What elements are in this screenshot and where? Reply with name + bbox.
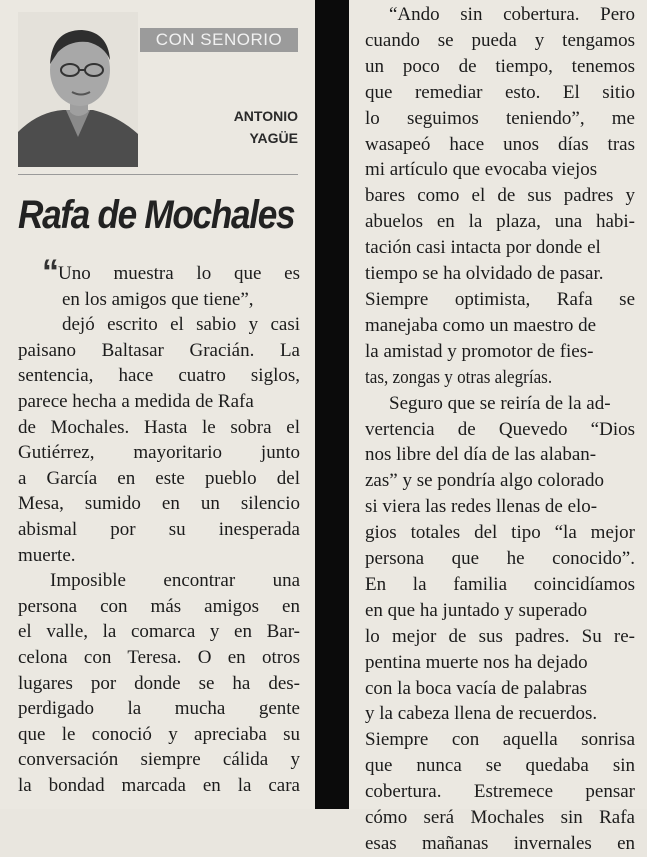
text-line: en los amigos que tiene”, [62,288,254,310]
text-line: Gutiérrez, mayoritario junto [18,442,300,464]
text-line: cobertura. Estremece pensar [365,781,635,803]
text-line: “Ando sin cobertura. Pero [389,4,635,25]
author-byline [160,105,298,149]
headline: Rafa de Mochales [18,193,295,237]
text-line: Siempre con aquella sonrisa [365,729,635,751]
text-line: En la familia coincidíamos [365,573,635,595]
text-line: el valle, la comarca y en Bar- [18,621,300,643]
text-line: perdigado la mucha gente [18,698,300,720]
text-line: que remediar esto. El sitio [365,81,635,103]
text-line: wasapeó hace unos días tras [365,133,635,155]
text-line: la bondad marcada en la cara [18,774,300,796]
text-line: un poco de tiempo, tenemos [365,55,635,77]
text-line: persona con más amigos en [18,595,300,617]
text-line: “ Uno muestra lo que es [42,253,300,291]
text-line: tiempo se ha olvidado de pasar. [365,263,604,285]
text-line: con la boca vacía de palabras [365,677,588,699]
text-line: zas” y se pondría algo colorado [365,470,604,492]
text-line: mi artículo que evocaba viejos [365,159,598,181]
text-line: nos libre del día de las alaban- [365,444,597,466]
text-line: que le conoció y apreciaba su [18,723,300,745]
article-body-left [18,253,300,798]
left-column [0,0,315,809]
text-line: persona que he conocido”. [365,548,635,570]
text-line: esas mañanas invernales en [365,833,635,854]
text-line: la amistad y promotor de fies- [365,340,594,362]
text-line: muerte. [18,544,76,566]
text-line: tación casi intacta por donde el [365,237,601,259]
divider [18,174,298,175]
text-line: vertencia de Quevedo “Dios [365,418,635,440]
author-portrait-image [18,12,138,167]
text-line: a García en este pueblo del [18,467,300,489]
column-separator [315,0,349,809]
text-line: Seguro que se reiría de la ad- [389,392,611,414]
text-line: Siempre optimista, Rafa se [365,288,635,310]
text-line: y la cabeza llena de recuerdos. [365,703,598,725]
text-line: pentina muerte nos ha dejado [365,651,588,673]
text-line: Mesa, sumido en un silencio [18,493,300,515]
text-line: lo seguimos teniendo”, me [365,107,635,129]
text-line: paisano Baltasar Gracián. La [18,339,300,361]
text-line: si viera las redes llenas de elo- [365,496,598,518]
author-photo [18,12,138,167]
text-line: en que ha juntado y superado [365,599,588,621]
author-last-name: YAGÜE [249,130,298,146]
text-line: abuelos en la plaza, una habi- [365,211,635,233]
article-body-right [365,2,635,857]
text-line: sentencia, hace cuatro siglos, [18,365,300,387]
text-line: tas, zongas y otras alegrías. [365,366,553,388]
text-line: parece hecha a medida de Rafa [18,390,254,412]
text-line: cuando se pueda y tengamos [365,29,635,51]
right-column [349,0,647,854]
text-line: lugares por donde se ha des- [18,672,300,694]
text-line: bares como el de sus padres y [365,185,635,207]
text-line: de Mochales. Hasta le sobra el [18,416,300,438]
text-line: que nunca se quedaba sin [365,755,635,777]
opening-quote-mark: “ [42,253,56,291]
text-line: dejó escrito el sabio y casi [62,314,300,336]
author-first-name: ANTONIO [233,108,298,124]
text-line: cómo será Mochales sin Rafa [365,807,635,829]
text-line: lo mejor de sus padres. Su re- [365,625,635,647]
text-line: gios totales del tipo “la mejor [365,522,635,544]
text-line: conversación siempre cálida y [18,749,300,771]
text-line: celona con Teresa. O en otros [18,646,300,668]
section-label: CON SENORIO [140,28,298,52]
text-line: Imposible encontrar una [50,570,300,592]
text-line: manejaba como un maestro de [365,314,597,336]
text-line: abismal por su inesperada [18,518,300,540]
